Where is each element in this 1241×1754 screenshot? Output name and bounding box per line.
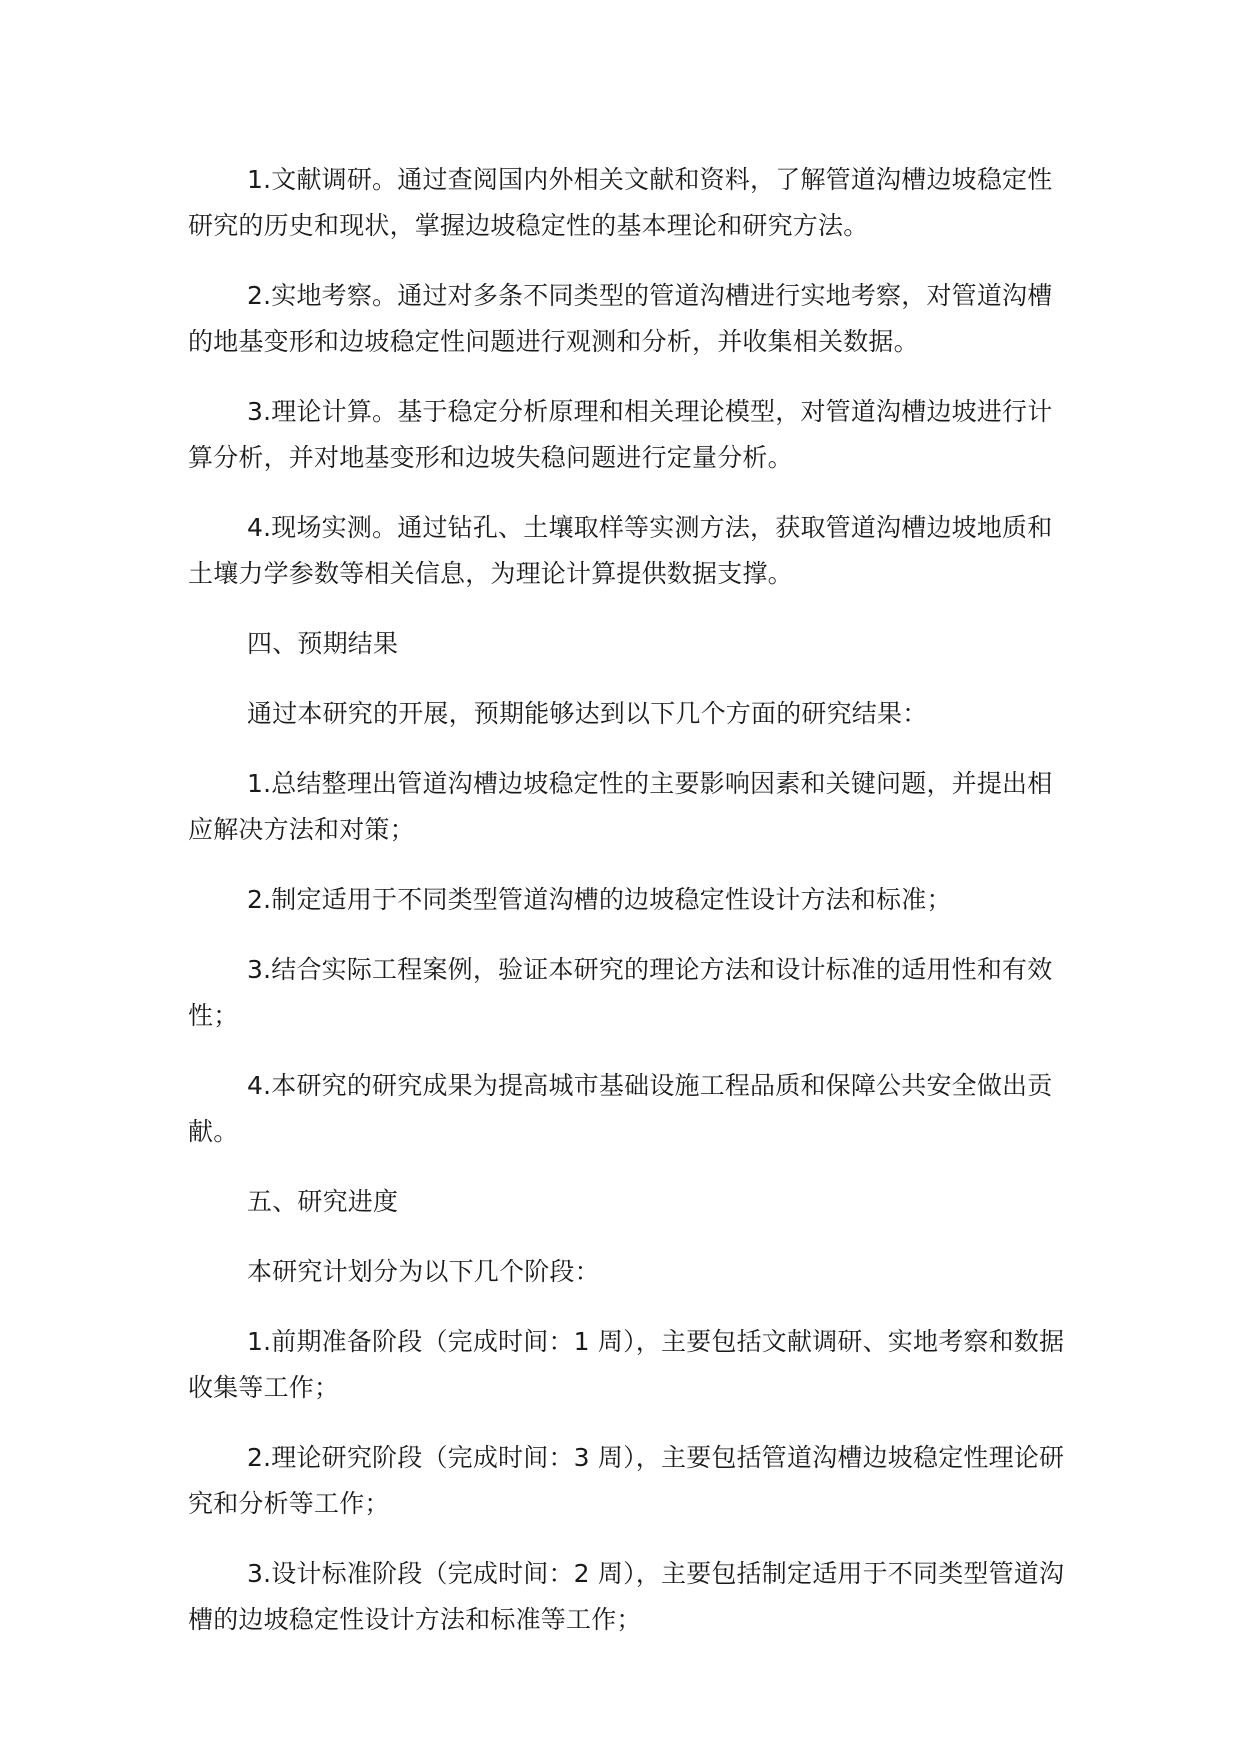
schedule-stage-1: 1.前期准备阶段（完成时间：1 周），主要包括文献调研、实地考察和数据收集等工作； <box>188 1327 1065 1402</box>
expected-result-3: 3.结合实际工程案例，验证本研究的理论方法和设计标准的适用性和有效性； <box>188 955 1053 1030</box>
schedule-intro: 本研究计划分为以下几个阶段： <box>247 1257 600 1286</box>
section-heading-expected-results: 四、预期结果 <box>247 629 399 658</box>
method-theoretical-calculation: 3.理论计算。基于稳定分析原理和相关理论模型，对管道沟槽边坡进行计算分析，并对地基变形和边坡失稳问题进行定量分析。 <box>188 397 1053 472</box>
method-field-survey: 2.实地考察。通过对多条不同类型的管道沟槽进行实地考察，对管道沟槽的地基变形和边坡稳定性问题进行观测和分析，并收集相关数据。 <box>188 281 1053 356</box>
section-heading-research-schedule: 五、研究进度 <box>247 1187 399 1216</box>
expected-result-1: 1.总结整理出管道沟槽边坡稳定性的主要影响因素和关键问题，并提出相应解决方法和对策； <box>188 769 1053 844</box>
expected-results-intro: 通过本研究的开展，预期能够达到以下几个方面的研究结果： <box>247 699 928 728</box>
document-body <box>188 157 1068 1667</box>
schedule-stage-2: 2.理论研究阶段（完成时间：3 周），主要包括管道沟槽边坡稳定性理论研究和分析等工作； <box>188 1443 1065 1518</box>
expected-result-2: 2.制定适用于不同类型管道沟槽的边坡稳定性设计方法和标准； <box>247 885 952 914</box>
schedule-stage-3: 3.设计标准阶段（完成时间：2 周），主要包括制定适用于不同类型管道沟槽的边坡稳定性设计方法和标准等工作； <box>188 1559 1065 1634</box>
expected-result-4: 4.本研究的研究成果为提高城市基础设施工程品质和保障公共安全做出贡献。 <box>188 1071 1053 1146</box>
method-literature-review: 1.文献调研。通过查阅国内外相关文献和资料，了解管道沟槽边坡稳定性研究的历史和现状，掌握边坡稳定性的基本理论和研究方法。 <box>188 165 1053 240</box>
method-field-measurement: 4.现场实测。通过钻孔、土壤取样等实测方法，获取管道沟槽边坡地质和土壤力学参数等相关信息，为理论计算提供数据支撑。 <box>188 513 1053 588</box>
